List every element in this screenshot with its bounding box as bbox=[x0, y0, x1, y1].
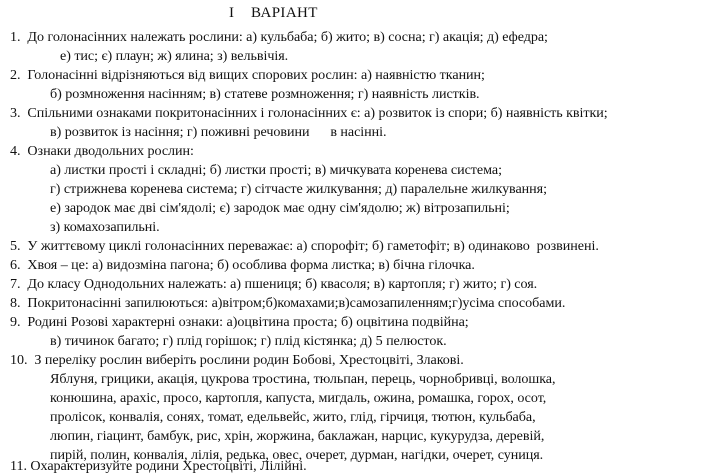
question-1-line-1: 1. До голонасінних належать рослини: а) кульбаба; б) жито; в) сосна; г) акація; д) ефедра; bbox=[10, 29, 548, 45]
question-10-plants-line-5: пирій, полин, конвалія, лілія, редька, овес, очерет, дурман, нагідки, очерет, суниця. bbox=[50, 447, 544, 463]
question-2-line-1: 2. Голонасінні відрізняються від вищих спорових рослин: а) наявністю тканин; bbox=[10, 67, 485, 83]
question-8: 8. Покритонасінні запилюються: а)вітром;б)комахами;в)самозапиленням;г)усіма способами. bbox=[10, 295, 566, 311]
question-10-plants-line-3: пролісок, конвалія, сонях, томат, едельвейс, жито, глід, гірчиця, тютюн, кульбаба, bbox=[50, 409, 536, 425]
question-3-line-1: 3. Спільними ознаками покритонасінних і голонасінних є: а) розвиток із спори; б) наявність квітки; bbox=[10, 105, 608, 121]
question-10-heading: 10. З переліку рослин виберіть рослини родин Бобові, Хрестоцвіті, Злакові. bbox=[10, 352, 464, 368]
question-10-plants-line-4: люпин, гіацинт, бамбук, рис, хрін, жоржина, баклажан, нарцис, кукурудза, деревій, bbox=[50, 428, 545, 444]
question-4-line-3: е) зародок має дві сім'ядолі; є) зародок має одну сім'ядолю; ж) вітрозапильні; bbox=[50, 200, 510, 216]
question-9-line-2: в) тичинок багато; г) плід горішок; г) плід кістянка; д) 5 пелюсток. bbox=[50, 333, 447, 349]
question-4-line-1: а) листки прості і складні; б) листки прості; в) мичкувата коренева система; bbox=[50, 162, 502, 178]
question-11: 11. Охарактеризуйте родини Хрестоцвіті, Лілійні. bbox=[10, 458, 307, 474]
question-9-line-1: 9. Родині Розові характерні ознаки: а)оцвітина проста; б) оцвітина подвійна; bbox=[10, 314, 469, 330]
question-1-line-2: е) тис; є) плаун; ж) ялина; з) вельвічія. bbox=[60, 48, 289, 64]
question-4-line-2: г) стрижнева коренева система; г) сітчасте жилкування; д) паралельне жилкування; bbox=[50, 181, 547, 197]
question-4-heading: 4. Ознаки дводольних рослин: bbox=[10, 143, 194, 159]
question-5: 5. У життєвому циклі голонасінних переважає: а) спорофіт; б) гаметофіт; в) одинаково розвинені. bbox=[10, 238, 599, 254]
question-2-line-2: б) розмноження насінням; в) статеве розмноження; г) наявність листків. bbox=[50, 86, 480, 102]
question-6: 6. Хвоя – це: а) видозміна пагона; б) особлива форма листка; в) бічна гілочка. bbox=[10, 257, 475, 273]
question-3-line-2: в) розвиток із насіння; г) поживні речовини в насінні. bbox=[50, 124, 387, 140]
variant-title: I ВАРІАНТ bbox=[229, 5, 318, 21]
question-10-plants-line-2: конюшина, арахіс, просо, картопля, капуста, мигдаль, ожина, ромашка, горох, осот, bbox=[50, 390, 547, 406]
question-4-line-4: з) комахозапильні. bbox=[50, 219, 160, 235]
question-7: 7. До класу Однодольних належать: а) пшениця; б) квасоля; в) картопля; г) жито; г) соя. bbox=[10, 276, 538, 292]
question-10-plants-line-1: Яблуня, грицики, акація, цукрова тростина, тюльпан, перець, чорнобривці, волошка, bbox=[50, 371, 556, 387]
